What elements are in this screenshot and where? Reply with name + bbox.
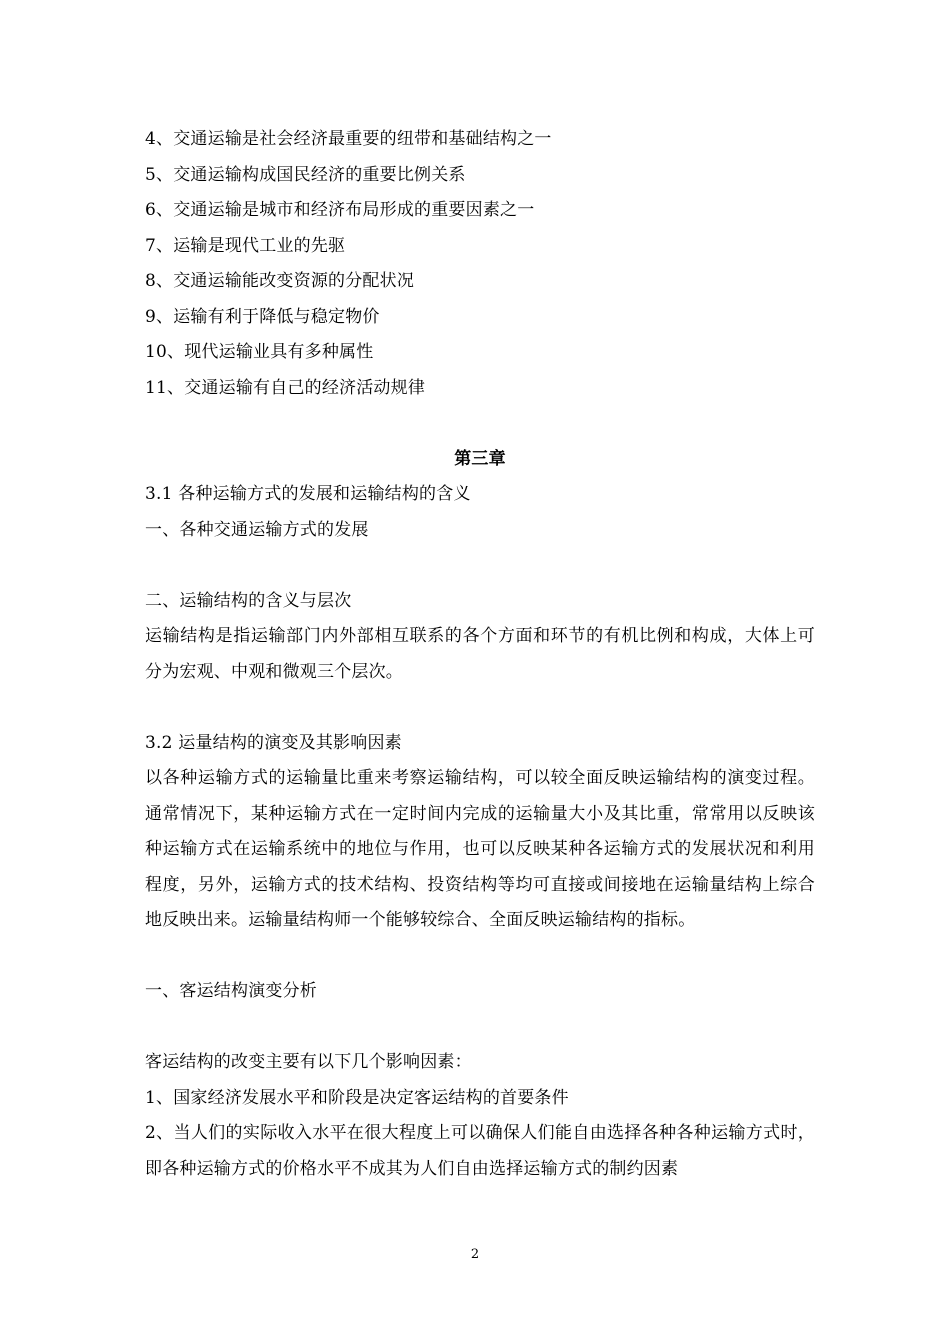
section-heading-3-1: 3.1 各种运输方式的发展和运输结构的含义 — [145, 484, 471, 504]
page-number: 2 — [470, 1247, 480, 1262]
spacer — [145, 406, 815, 442]
chapter-title: 第三章 — [454, 448, 506, 469]
list-item: 8、交通运输能改变资源的分配状况 — [145, 271, 415, 291]
factor-item: 1、国家经济发展水平和阶段是决定客运结构的首要条件 — [145, 1087, 569, 1108]
factor-item: 2、当人们的实际收入水平在很大程度上可以确保人们能自由选择各种各种运输方式时，即各种运输方式的价格水平不成其为人们自由选择运输方式的制约因素 — [145, 1123, 815, 1179]
document-body — [145, 122, 815, 1187]
paragraph-volume-structure: 以各种运输方式的运输量比重来考察运输结构，可以较全面反映运输结构的演变过程。通常情况下，某种运输方式在一定时间内完成的运输量大小及其比重，常常用以反映该种运输方式在运输系统中的地位与作用，也可以反映某种各运输方式的发展状况和利用程度，另外，运输方式的技术结构、投资结构等均可直接或间接地在运输量结构上综合地反映出来。运输量结构师一个能够较综合、全面反映运输结构的指标。 — [145, 768, 815, 930]
spacer — [145, 939, 815, 975]
spacer — [145, 690, 815, 726]
section-heading-3-2: 3.2 运量结构的演变及其影响因素 — [145, 732, 402, 753]
list-item: 9、运输有利于降低与稳定物价 — [145, 306, 380, 327]
spacer — [145, 548, 815, 584]
factors-intro: 客运结构的改变主要有以下几个影响因素： — [145, 1052, 472, 1072]
spacer — [145, 1010, 815, 1046]
list-item: 4、交通运输是社会经济最重要的纽带和基础结构之一 — [145, 129, 552, 149]
subheading-structure-meaning: 二、运输结构的含义与层次 — [145, 590, 352, 611]
list-item: 7、运输是现代工业的先驱 — [145, 235, 346, 256]
paragraph-structure-definition: 运输结构是指运输部门内外部相互联系的各个方面和环节的有机比例和构成，大体上可分为宏观、中观和微观三个层次。 — [145, 626, 815, 682]
list-item: 11、交通运输有自己的经济活动规律 — [145, 377, 426, 398]
list-item: 6、交通运输是城市和经济布局形成的重要因素之一 — [145, 200, 535, 220]
list-item: 5、交通运输构成国民经济的重要比例关系 — [145, 164, 466, 185]
subheading-passenger-structure: 一、客运结构演变分析 — [145, 981, 317, 1001]
list-item: 10、现代运输业具有多种属性 — [145, 342, 374, 362]
subheading-transport-development: 一、各种交通运输方式的发展 — [145, 519, 369, 540]
